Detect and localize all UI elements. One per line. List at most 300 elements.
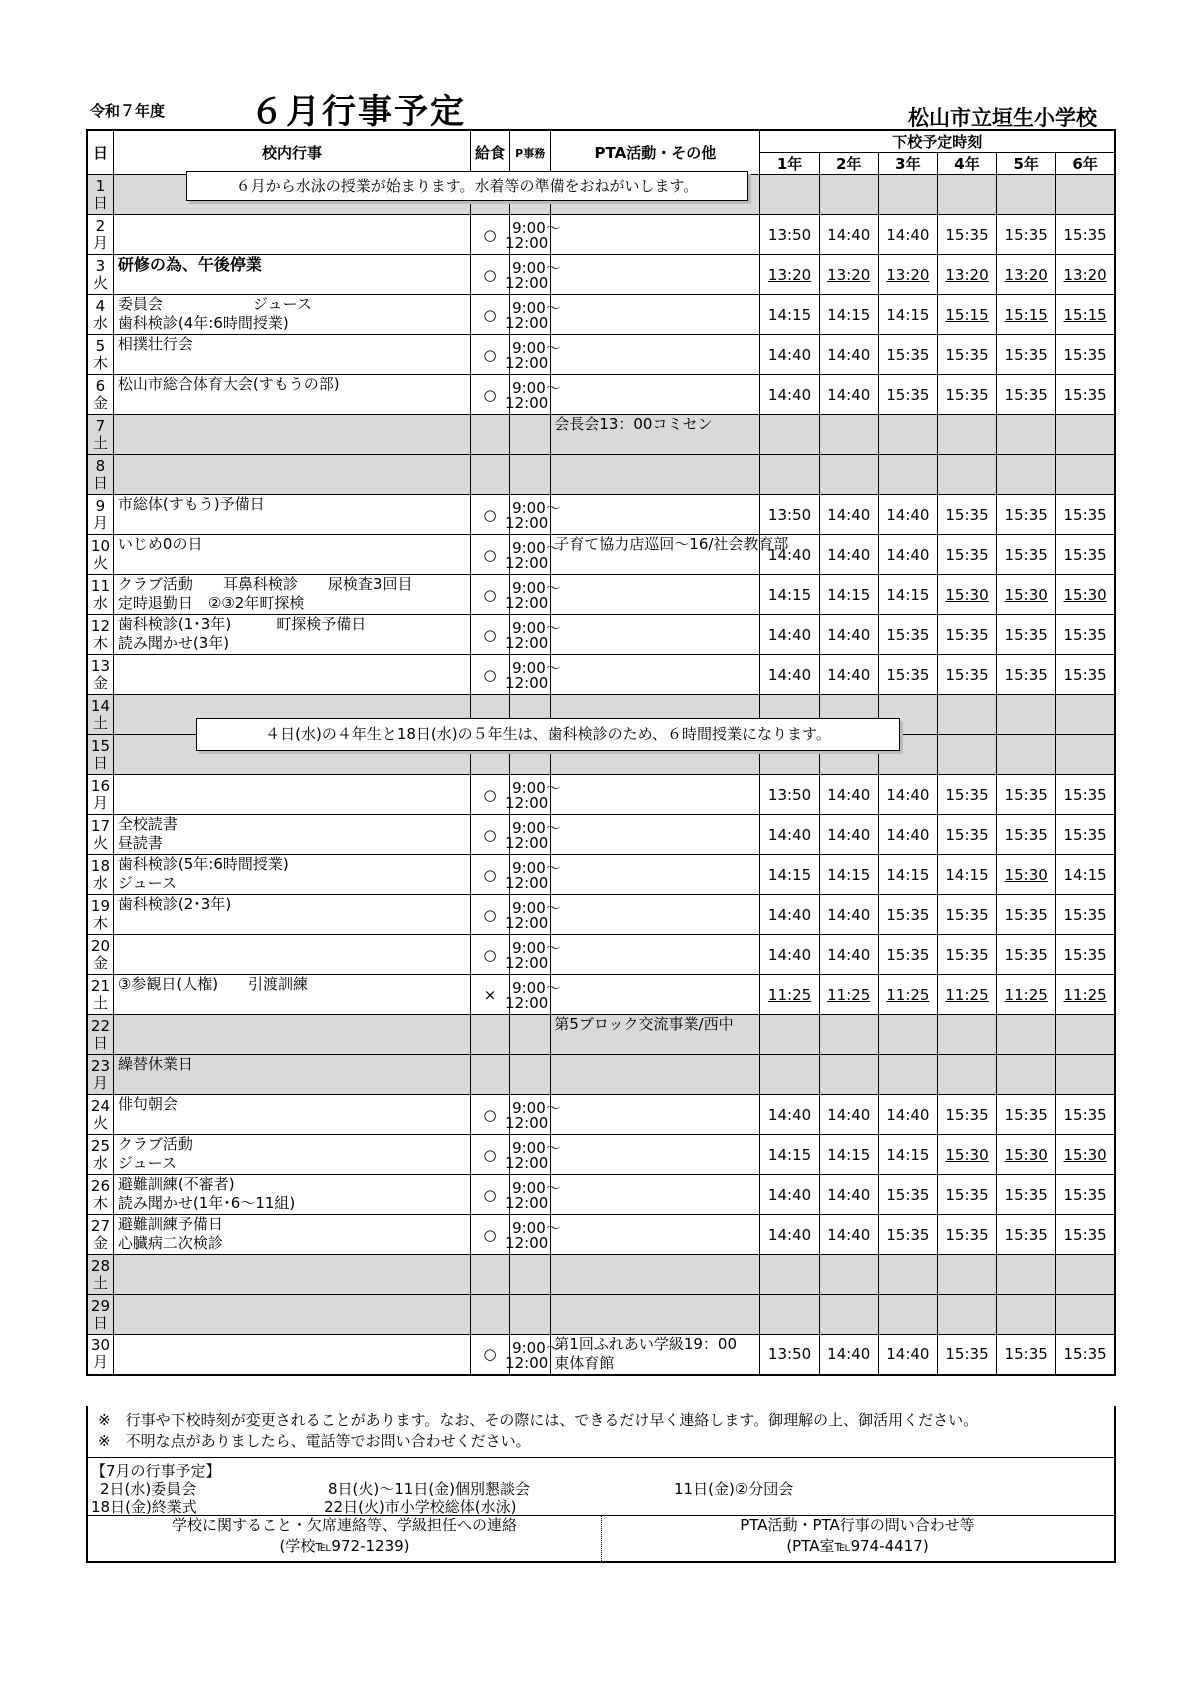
dismissal-time-value: 14:40 <box>767 625 812 644</box>
dismissal-time-value: 14:15 <box>827 305 871 324</box>
dismissal-time-value: 14:15 <box>767 1145 812 1164</box>
dismissal-time <box>760 1215 819 1255</box>
july-item: 22日(火)市小学校総体(水泳) <box>324 1498 517 1516</box>
dismissal-time <box>878 1215 937 1255</box>
p-office-cell <box>505 575 561 615</box>
day-number: 16 <box>90 776 110 795</box>
dismissal-time <box>760 895 819 935</box>
schedule-row <box>87 1175 1115 1215</box>
dismissal-time <box>997 895 1056 935</box>
col-header-grade: 3年 <box>878 153 937 175</box>
dismissal-time-value: 15:35 <box>1004 825 1048 844</box>
weekday: 水 <box>92 1153 108 1172</box>
dismissal-time-value: 15:35 <box>945 225 989 244</box>
event-text: 委員会 ジュース <box>117 295 312 313</box>
day-number: 8 <box>95 456 106 475</box>
dismissal-time-value: 13:50 <box>767 1345 812 1364</box>
dismissal-time-value: 15:35 <box>1063 1225 1107 1244</box>
dismissal-time-value: 15:15 <box>1063 305 1107 324</box>
day-cell <box>87 615 113 655</box>
day-cell <box>87 535 113 575</box>
dismissal-time <box>1056 375 1115 415</box>
day-cell <box>87 455 113 495</box>
dismissal-time <box>1056 255 1115 295</box>
day-cell <box>87 1175 113 1215</box>
event-text: 歯科検診(1･3年) 町探検予備日 <box>117 615 367 633</box>
day-cell <box>87 295 113 335</box>
col-header-p-office: P事務 <box>510 130 551 175</box>
dismissal-time <box>997 1255 1056 1295</box>
dismissal-time-value: 15:35 <box>1004 225 1048 244</box>
event-cell <box>113 1335 470 1375</box>
event-text: 繰替休業日 <box>117 1055 193 1073</box>
event-cell <box>113 895 470 935</box>
weekday: 木 <box>92 353 108 372</box>
dismissal-time <box>997 775 1056 815</box>
dismissal-time <box>1056 695 1115 735</box>
weekday: 月 <box>92 793 108 812</box>
pta-cell: 第1回ふれあい学級19：00 東体育館 <box>551 1335 760 1375</box>
dismissal-time-value: 15:35 <box>1063 385 1107 404</box>
day-cell <box>87 735 113 775</box>
event-text: 全校読書 <box>117 815 178 833</box>
weekday: 土 <box>92 433 108 452</box>
dismissal-time-value: 14:40 <box>827 385 871 404</box>
dismissal-time <box>819 535 878 575</box>
p-office-start: 9:00～ <box>512 619 561 637</box>
dismissal-time <box>937 455 996 495</box>
pta-cell: 子育て協力店巡回～16/社会教育部 <box>551 535 760 575</box>
dismissal-time <box>1056 655 1115 695</box>
day-cell <box>87 495 113 535</box>
dismissal-time-value: 15:35 <box>886 625 930 644</box>
p-office-cell <box>505 1335 561 1375</box>
footer-note-2: ※ 不明な点がありましたら、電話等でお問い合わせください。 <box>98 1432 531 1450</box>
p-office-end: 12:00 <box>505 1234 549 1252</box>
pta-cell <box>551 1215 760 1255</box>
event-cell <box>113 975 470 1015</box>
contact-pta-label: PTA活動・PTA行事の問い合わせ等 <box>740 1516 975 1534</box>
p-office-start: 9:00～ <box>512 579 561 597</box>
schedule-row <box>87 415 1115 455</box>
dismissal-time-value: 13:20 <box>945 265 989 284</box>
dismissal-time <box>1056 415 1115 455</box>
pta-cell <box>551 855 760 895</box>
dismissal-time <box>997 615 1056 655</box>
dismissal-time <box>760 615 819 655</box>
dismissal-time <box>937 375 996 415</box>
dismissal-time <box>937 935 996 975</box>
event-text: 避難訓練予備日 <box>117 1215 223 1233</box>
pta-cell: 会長会13：00コミセン <box>551 415 760 455</box>
dismissal-time-value: 15:35 <box>1063 505 1107 524</box>
dismissal-time <box>760 935 819 975</box>
dismissal-time <box>819 935 878 975</box>
dismissal-time <box>937 1175 996 1215</box>
dismissal-time <box>819 575 878 615</box>
dismissal-time <box>937 735 996 775</box>
lunch-cell: ○ <box>471 295 510 335</box>
lunch-cell: ○ <box>471 535 510 575</box>
dismissal-time <box>760 855 819 895</box>
pta-cell <box>551 255 760 295</box>
dismissal-time <box>997 295 1056 335</box>
dismissal-time-value: 15:30 <box>1004 585 1048 604</box>
dismissal-time-value: 15:35 <box>1063 785 1107 804</box>
event-cell <box>113 815 470 855</box>
dismissal-time <box>819 1015 878 1055</box>
p-office-cell <box>505 975 561 1015</box>
pta-cell <box>551 495 760 535</box>
dental-notice: ４日(水)の４年生と18日(水)の５年生は、歯科検診のため、６時間授業になります。 <box>196 718 900 751</box>
day-cell <box>87 655 113 695</box>
dismissal-time <box>819 175 878 215</box>
dismissal-time <box>760 1055 819 1095</box>
dismissal-time-value: 15:35 <box>945 505 989 524</box>
dismissal-time <box>997 1335 1056 1375</box>
dismissal-time-value: 14:40 <box>767 1105 812 1124</box>
dismissal-time <box>1056 1335 1115 1375</box>
schedule-row <box>87 1055 1115 1095</box>
dismissal-time <box>878 895 937 935</box>
dismissal-time-value: 14:40 <box>886 505 930 524</box>
dismissal-time <box>997 495 1056 535</box>
p-office-cell <box>505 1215 561 1255</box>
lunch-cell: ○ <box>471 1135 510 1175</box>
contact-school-label: 学校に関すること・欠席連絡等、学級担任への連絡 <box>171 1516 517 1534</box>
p-office-start: 9:00～ <box>512 979 561 997</box>
schedule-row <box>87 495 1115 535</box>
dismissal-time-value: 13:50 <box>767 785 812 804</box>
dismissal-time-value: 15:35 <box>1063 1345 1107 1364</box>
dismissal-time <box>1056 1295 1115 1335</box>
weekday: 金 <box>92 393 108 412</box>
weekday: 木 <box>92 913 108 932</box>
schedule-row <box>87 935 1115 975</box>
dismissal-time-value: 14:40 <box>767 385 812 404</box>
day-cell <box>87 575 113 615</box>
dismissal-time-value: 15:35 <box>945 1345 989 1364</box>
dismissal-time-value: 15:35 <box>945 1105 989 1124</box>
pta-cell <box>551 775 760 815</box>
event-cell <box>113 215 470 255</box>
schedule-row <box>87 295 1115 335</box>
dismissal-time-value: 15:35 <box>1063 945 1107 964</box>
dismissal-time-value: 14:40 <box>767 825 812 844</box>
dismissal-time-value: 15:30 <box>1004 1145 1048 1164</box>
pta-cell <box>551 975 760 1015</box>
schedule-row <box>87 335 1115 375</box>
dismissal-time <box>760 1015 819 1055</box>
col-header-lunch: 給食 <box>471 130 510 175</box>
p-office-end: 12:00 <box>505 514 549 532</box>
event-cell <box>113 1175 470 1215</box>
schedule-row <box>87 215 1115 255</box>
weekday: 水 <box>92 873 108 892</box>
dismissal-time-value: 14:40 <box>827 785 871 804</box>
weekday: 火 <box>92 273 108 292</box>
day-cell <box>87 975 113 1015</box>
event-text: 昼読書 <box>117 834 163 852</box>
schedule-row <box>87 1135 1115 1175</box>
weekday: 金 <box>92 953 108 972</box>
dismissal-time <box>997 415 1056 455</box>
p-office-cell <box>505 815 561 855</box>
day-cell <box>87 895 113 935</box>
weekday: 日 <box>92 1033 108 1052</box>
p-office-cell <box>510 1055 551 1095</box>
p-office-end: 12:00 <box>505 994 549 1012</box>
dismissal-time-value: 13:20 <box>1004 265 1048 284</box>
dismissal-time-value: 14:40 <box>886 225 930 244</box>
dismissal-time-value: 14:15 <box>827 1145 871 1164</box>
weekday: 土 <box>92 993 108 1012</box>
event-text: 市総体(すもう)予備日 <box>117 495 265 513</box>
lunch-cell: ○ <box>471 615 510 655</box>
dismissal-time <box>819 615 878 655</box>
weekday: 火 <box>92 833 108 852</box>
col-header-events: 校内行事 <box>113 130 470 175</box>
dismissal-time <box>819 495 878 535</box>
july-title: 【7月の行事予定】 <box>91 1462 221 1480</box>
day-number: 15 <box>90 736 110 755</box>
dismissal-time <box>878 175 937 215</box>
dismissal-time-value: 11:25 <box>827 985 871 1004</box>
schedule-row <box>87 375 1115 415</box>
lunch-cell: ○ <box>471 815 510 855</box>
weekday: 火 <box>92 1113 108 1132</box>
dismissal-time <box>1056 1175 1115 1215</box>
dismissal-time-value: 15:35 <box>1063 825 1107 844</box>
dismissal-time-value: 14:40 <box>767 945 812 964</box>
dismissal-time <box>819 855 878 895</box>
day-cell <box>87 815 113 855</box>
dismissal-time-value: 15:35 <box>1004 665 1048 684</box>
event-text: 相撲壮行会 <box>117 335 193 353</box>
event-text: 歯科検診(4年:6時間授業) <box>117 314 289 332</box>
p-office-start: 9:00～ <box>512 779 561 797</box>
day-cell <box>87 1095 113 1135</box>
p-office-cell <box>510 415 551 455</box>
dismissal-time-value: 14:40 <box>827 225 871 244</box>
weekday: 日 <box>92 753 108 772</box>
p-office-start: 9:00～ <box>512 539 561 557</box>
pta-cell <box>551 1175 760 1215</box>
dismissal-time <box>997 935 1056 975</box>
page-title: ６月行事予定 <box>250 92 466 132</box>
dismissal-time-value: 14:15 <box>827 865 871 884</box>
dismissal-time <box>1056 1055 1115 1095</box>
lunch-cell: ○ <box>471 335 510 375</box>
weekday: 日 <box>92 193 108 212</box>
dismissal-time-value: 15:35 <box>886 1225 930 1244</box>
dismissal-time-value: 14:15 <box>886 585 930 604</box>
weekday: 月 <box>92 513 108 532</box>
p-office-cell <box>505 1135 561 1175</box>
pta-cell: 第5ブロック交流事業/西中 <box>551 1015 760 1055</box>
dismissal-time <box>1056 935 1115 975</box>
col-header-grade: 4年 <box>937 153 996 175</box>
dismissal-time-value: 14:15 <box>767 305 812 324</box>
dismissal-time-value: 15:35 <box>945 1185 989 1204</box>
dismissal-time <box>819 895 878 935</box>
dismissal-time-value: 14:40 <box>767 905 812 924</box>
contact-school-phone: (学校℡972-1239) <box>279 1537 410 1555</box>
p-office-end: 12:00 <box>505 954 549 972</box>
dismissal-time <box>937 975 996 1015</box>
weekday: 土 <box>92 1273 108 1292</box>
day-number: 30 <box>90 1336 110 1355</box>
day-cell <box>87 935 113 975</box>
event-cell <box>113 1055 470 1095</box>
p-office-cell <box>505 375 561 415</box>
p-office-start: 9:00～ <box>512 939 561 957</box>
p-office-end: 12:00 <box>505 314 549 332</box>
day-number: 18 <box>90 856 110 875</box>
dismissal-time-value: 11:25 <box>767 985 812 1004</box>
dismissal-time-value: 15:35 <box>1063 225 1107 244</box>
dismissal-time <box>937 415 996 455</box>
p-office-start: 9:00～ <box>512 339 561 357</box>
p-office-start: 9:00～ <box>512 1179 561 1197</box>
dismissal-time <box>997 655 1056 695</box>
dismissal-time-value: 15:35 <box>1063 905 1107 924</box>
p-office-end: 12:00 <box>505 234 549 252</box>
dismissal-time <box>760 215 819 255</box>
pta-cell <box>551 295 760 335</box>
schedule-row <box>87 895 1115 935</box>
event-cell <box>113 415 470 455</box>
day-number: 13 <box>90 656 110 675</box>
dismissal-time-value: 14:40 <box>827 1185 871 1204</box>
p-office-cell <box>505 295 561 335</box>
dismissal-time <box>997 175 1056 215</box>
day-cell <box>87 1015 113 1055</box>
dismissal-time <box>937 1095 996 1135</box>
dismissal-time <box>760 415 819 455</box>
p-office-start: 9:00～ <box>512 259 561 277</box>
dismissal-time-value: 11:25 <box>1004 985 1048 1004</box>
dismissal-time-value: 15:35 <box>1063 1105 1107 1124</box>
dismissal-time-value: 15:35 <box>1004 905 1048 924</box>
lunch-cell: ○ <box>471 255 510 295</box>
dismissal-time <box>1056 895 1115 935</box>
day-number: 14 <box>90 696 110 715</box>
day-number: 21 <box>90 976 110 995</box>
pta-cell <box>551 935 760 975</box>
dismissal-time <box>937 575 996 615</box>
schedule-row <box>87 1335 1115 1375</box>
p-office-end: 12:00 <box>505 394 549 412</box>
day-cell <box>87 215 113 255</box>
lunch-cell: ○ <box>471 895 510 935</box>
dismissal-time <box>878 1055 937 1095</box>
day-number: 7 <box>95 416 106 435</box>
p-office-cell <box>505 495 561 535</box>
dismissal-time <box>819 815 878 855</box>
col-header-pta: PTA活動・その他 <box>551 130 760 175</box>
p-office-start: 9:00～ <box>512 1339 561 1357</box>
lunch-cell: ○ <box>471 1335 510 1375</box>
dismissal-time-value: 15:30 <box>945 1145 989 1164</box>
dismissal-time <box>937 215 996 255</box>
pta-cell <box>551 655 760 695</box>
dismissal-time <box>878 1175 937 1215</box>
day-number: 25 <box>90 1136 110 1155</box>
dismissal-time <box>760 495 819 535</box>
dismissal-time-value: 14:40 <box>827 345 871 364</box>
dismissal-time-value: 14:40 <box>827 1105 871 1124</box>
dismissal-time-value: 15:35 <box>1063 545 1107 564</box>
event-cell <box>113 1015 470 1055</box>
dismissal-time <box>760 335 819 375</box>
lunch-cell: ○ <box>471 495 510 535</box>
weekday: 月 <box>92 1353 108 1372</box>
p-office-start: 9:00～ <box>512 219 561 237</box>
dismissal-time-value: 15:35 <box>886 1185 930 1204</box>
weekday: 金 <box>92 673 108 692</box>
day-number: 24 <box>90 1096 110 1115</box>
dismissal-time-value: 14:40 <box>827 945 871 964</box>
dismissal-time-value: 14:15 <box>886 1145 930 1164</box>
dismissal-time <box>937 255 996 295</box>
schedule-row <box>87 255 1115 295</box>
p-office-cell <box>505 935 561 975</box>
dismissal-time <box>878 215 937 255</box>
dismissal-time-value: 14:40 <box>827 665 871 684</box>
p-office-end: 12:00 <box>505 674 549 692</box>
dismissal-time <box>760 175 819 215</box>
event-text: 研修の為、午後停業 <box>117 255 262 274</box>
dismissal-time-value: 14:40 <box>767 545 812 564</box>
p-office-end: 12:00 <box>505 1353 549 1372</box>
day-cell <box>87 335 113 375</box>
pta-cell <box>551 1295 760 1335</box>
dismissal-time-value: 14:15 <box>886 865 930 884</box>
day-number: 22 <box>90 1016 110 1035</box>
dismissal-time <box>997 1175 1056 1215</box>
dismissal-time-value: 14:40 <box>767 665 812 684</box>
dismissal-time <box>878 1135 937 1175</box>
event-text: 俳句朝会 <box>117 1095 178 1113</box>
dismissal-time <box>760 775 819 815</box>
day-cell <box>87 1295 113 1335</box>
dismissal-time-value: 15:35 <box>945 945 989 964</box>
dismissal-time-value: 14:40 <box>886 1345 930 1364</box>
dismissal-time-value: 15:35 <box>1004 785 1048 804</box>
schedule-row <box>87 975 1115 1015</box>
schedule-row <box>87 775 1115 815</box>
dismissal-time <box>760 975 819 1015</box>
lunch-cell: ○ <box>471 375 510 415</box>
dismissal-time <box>819 215 878 255</box>
dismissal-time <box>1056 1215 1115 1255</box>
col-header-day: 日 <box>87 130 113 175</box>
dismissal-time <box>1056 1255 1115 1295</box>
p-office-cell <box>505 255 561 295</box>
dismissal-time <box>1056 1095 1115 1135</box>
lunch-cell: ○ <box>471 1095 510 1135</box>
footer <box>86 1406 1116 1563</box>
dismissal-time <box>937 655 996 695</box>
contact-pta-phone: (PTA室℡974-4417) <box>786 1537 929 1555</box>
col-header-grade: 6年 <box>1056 153 1115 175</box>
contact-school <box>88 1515 602 1561</box>
dismissal-time <box>937 775 996 815</box>
dismissal-time <box>1056 1135 1115 1175</box>
event-text: クラブ活動 <box>117 1135 193 1153</box>
day-number: 11 <box>90 576 110 595</box>
